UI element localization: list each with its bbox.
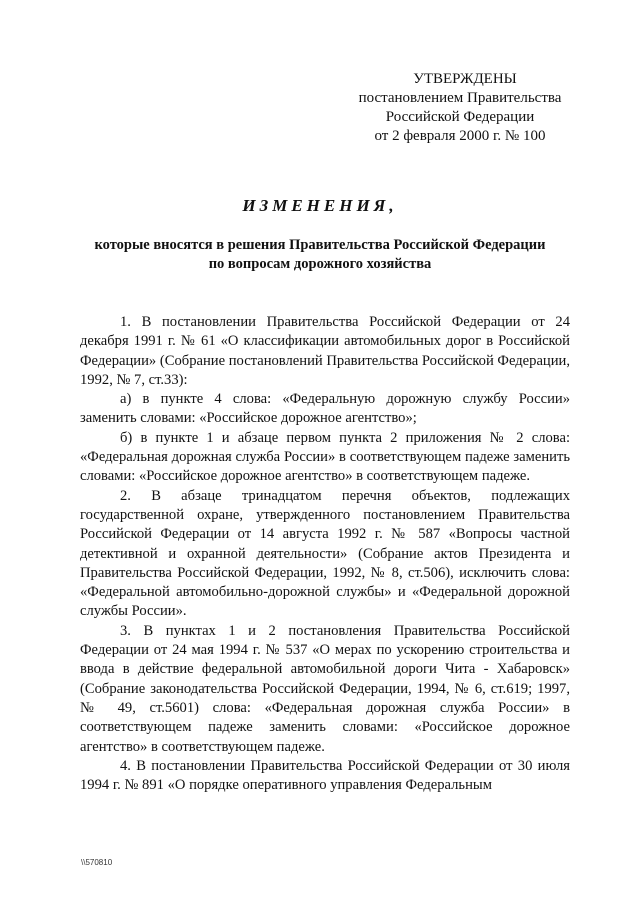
paragraph-item-2: 2. В абзаце тринадцатом перечня объектов, подлежащих государственной охране, утвержденного постановлением Правительства Российской Федерации от 14 августа 1992 г. № 587 «Вопросы частной детективной и охранной деятельности» (Собрание актов Президента и Правительства Российской Федерации, 1992, № 8, ст.506), исключить слова: «Федеральной автомобильно-дорожной службы» и «Федеральной дорожной службы России». [80,487,570,620]
document-code: \\570810 [81,858,113,867]
document-title: ИЗМЕНЕНИЯ, [242,196,398,215]
document-body [80,313,570,795]
approval-block [340,70,580,146]
paragraph-item-1: 1. В постановлении Правительства Российской Федерации от 24 декабря 1991 г. № 61 «О классификации автомобильных дорог в Российской Федерации» (Собрание постановлений Правительства Российской Федерации, 1992, № 7, ст.33): [80,314,570,388]
approval-line-federation: Российской Федерации [385,109,535,125]
subtitle-line-2: по вопросам дорожного хозяйства [208,256,432,272]
approval-line-resolution: постановлением Правительства [358,90,562,106]
paragraph-item-3: 3. В пунктах 1 и 2 постановления Правительства Российской Федерации от 24 мая 1994 г. № 537 «О мерах по ускорению строительства и ввода в действие федеральной автомобильной дороги Чита - Хабаровск» (Собрание законодательства Российской Федерации, 1994, № 6, ст.619; 1997, № 49, ст.5601) слова: «Федеральная дорожная служба России» в соответствующем падеже заменить словами: «Российское дорожное агентство» в соответствующем падеже. [80,622,570,755]
paragraph-item-1b: б) в пункте 1 и абзаце первом пункта 2 приложения № 2 слова: «Федеральная дорожная служба России» в соответствующем падеже заменить словами: «Российское дорожное агентство» в соответствующем падеже. [80,429,570,485]
approval-heading: УТВЕРЖДЕНЫ [413,71,517,87]
subtitle-line-1: которые вносятся в решения Правительства Российской Федерации [94,237,546,253]
document-subtitle [60,236,580,274]
approval-line-date: от 2 февраля 2000 г. № 100 [374,128,546,144]
paragraph-item-4: 4. В постановлении Правительства Российской Федерации от 30 июля 1994 г. № 891 «О порядке оперативного управления Федеральным [80,757,570,794]
paragraph-item-1a: а) в пункте 4 слова: «Федеральную дорожную службу России» заменить словами: «Российское дорожное агентство»; [80,391,570,427]
